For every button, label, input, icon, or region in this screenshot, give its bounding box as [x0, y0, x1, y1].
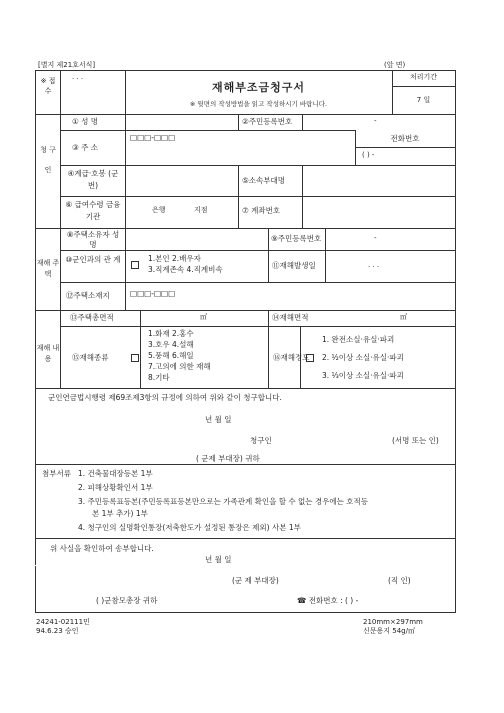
phone-format: ( ) - — [362, 151, 375, 159]
relation-label: ⑩군인과의 관 계 — [65, 255, 121, 264]
relation-checkbox[interactable] — [131, 261, 139, 269]
total-area-label: ⑬주택총면적 — [70, 313, 114, 322]
attachment-1: 1. 건축물대장등본 1부 — [78, 469, 153, 478]
damage-type-2: 3.호우 4.설해 — [148, 340, 194, 349]
branch-text: 지점 — [194, 206, 208, 214]
claimant-section-label: 청 구 인 — [40, 146, 56, 174]
total-area-unit: ㎡ — [200, 313, 207, 321]
paper-size: 210mm×297mm — [363, 618, 423, 626]
damage-type-3: 5.풍해 6.해일 — [148, 351, 194, 360]
attachment-3: 3. 주민등록표등본(주민등록표등본만으로는 가족관계 확인을 할 수 없는 경우에는 호적등 — [78, 497, 368, 506]
attachment-4: 4. 청구인의 실명확인통장(저축한도가 설정된 통장은 제외) 사본 1부 — [78, 523, 301, 532]
statement-text: 군인연금법시행령 제69조제3항의 규정에 의하여 위와 같이 청구합니다. — [48, 393, 282, 402]
relation-options-2: 3.직계존속 4.직계비속 — [148, 265, 223, 274]
disaster-date-format: . . . — [368, 261, 380, 269]
unit-label: ⑤소속부대명 — [242, 176, 285, 185]
statement-addressee: ( 군제 부대장) 귀하 — [196, 454, 260, 463]
rrn-dash: - — [374, 117, 377, 125]
form-number: [별지 제21호서식] — [38, 61, 96, 69]
claimant-sign-label: 청구인 — [250, 436, 272, 445]
name-label: ① 성 명 — [72, 117, 98, 126]
sign-or-seal: (서명 또는 인) — [392, 436, 439, 445]
damage-type-4: 7.고의에 의한 재해 — [148, 362, 211, 371]
bank-label: ⑥ 급여수령 금융기관 — [65, 200, 121, 221]
relation-options-1: 1.본인 2.배우자 — [148, 254, 201, 263]
location-label: ⑫주택소재지 — [66, 291, 110, 300]
owner-rrn-dash: - — [374, 234, 377, 242]
approval-date: 94.6.23 승인 — [36, 627, 79, 635]
confirmation-seal: (직 인) — [388, 576, 411, 585]
phone-label: 전화번호 — [390, 134, 420, 143]
damage-degree-3: 3. ⅓이상 소실·유실·파괴 — [322, 371, 404, 380]
damage-type-1: 1.화재 2.홍수 — [148, 329, 194, 338]
address-postal: □□□-□□□ — [130, 133, 176, 142]
attachments-label: 첨부서류 — [42, 469, 71, 478]
confirmation-phone: ☎ 전화번호 : ( ) - — [297, 596, 359, 605]
confirmation-text: 위 사실을 확인하여 송부합니다. — [50, 544, 154, 553]
damage-section-label: 재해 내용 — [36, 344, 60, 363]
form-title: 재해부조금청구서 — [211, 81, 305, 94]
receipt-date: · · · — [72, 75, 84, 83]
confirmation-unit: (군 제 부대장) — [232, 576, 279, 585]
confirmation-addressee: ( )군참모총장 귀하 — [96, 596, 158, 605]
account-label: ⑦ 계좌번호 — [242, 206, 281, 215]
damage-degree-checkbox[interactable] — [306, 354, 314, 362]
paper-type: 신문용지 54g/㎡ — [363, 627, 415, 635]
damage-type-5: 8.기타 — [148, 373, 170, 382]
confirmation-date: 년 월 일 — [205, 555, 232, 564]
processing-label: 처리기간 — [409, 73, 438, 81]
damage-degree-2: 2. ½이상 소실·유실·파괴 — [322, 353, 404, 362]
receipt-label: ※ 접 수 — [40, 77, 56, 95]
page-side: (앞 면) — [384, 61, 406, 69]
damage-area-unit: ㎡ — [400, 313, 407, 321]
address-label: ③ 주 소 — [72, 143, 98, 152]
damage-type-checkbox[interactable] — [131, 354, 139, 362]
rank-label: ④계급·호봉 (군 번) — [67, 169, 119, 190]
damage-type-label: ⑮재해종류 — [72, 353, 109, 362]
statement-date: 년 월 일 — [205, 415, 232, 424]
owner-rrn-label: ⑨주민등록번호 — [271, 234, 322, 243]
damage-degree-label: ⑯재해정도 — [273, 353, 310, 362]
attachment-3-cont: 본 1부 추가) 1부 — [92, 509, 148, 518]
housing-section-label: 재해 주택 — [36, 259, 60, 278]
damage-degree-1: 1. 완전소실·유실·파괴 — [322, 335, 395, 344]
owner-label: ⑧주택소유자 성 명 — [66, 230, 120, 249]
rrn-label: ②주민등록번호 — [242, 117, 293, 126]
location-postal: □□□-□□□ — [130, 289, 176, 298]
processing-value: 7 일 — [416, 96, 431, 104]
bank-text: 은행 — [152, 206, 166, 214]
disaster-date-label: ⑪재해발생일 — [272, 261, 316, 270]
form-code: 24241-02111민 — [36, 618, 90, 626]
attachment-2: 2. 피해상황확인서 1부 — [78, 483, 153, 492]
damage-area-label: ⑭재해면적 — [272, 313, 309, 322]
form-note: ※ 뒷면의 작성방법을 읽고 작성하시기 바랍니다. — [189, 100, 328, 108]
